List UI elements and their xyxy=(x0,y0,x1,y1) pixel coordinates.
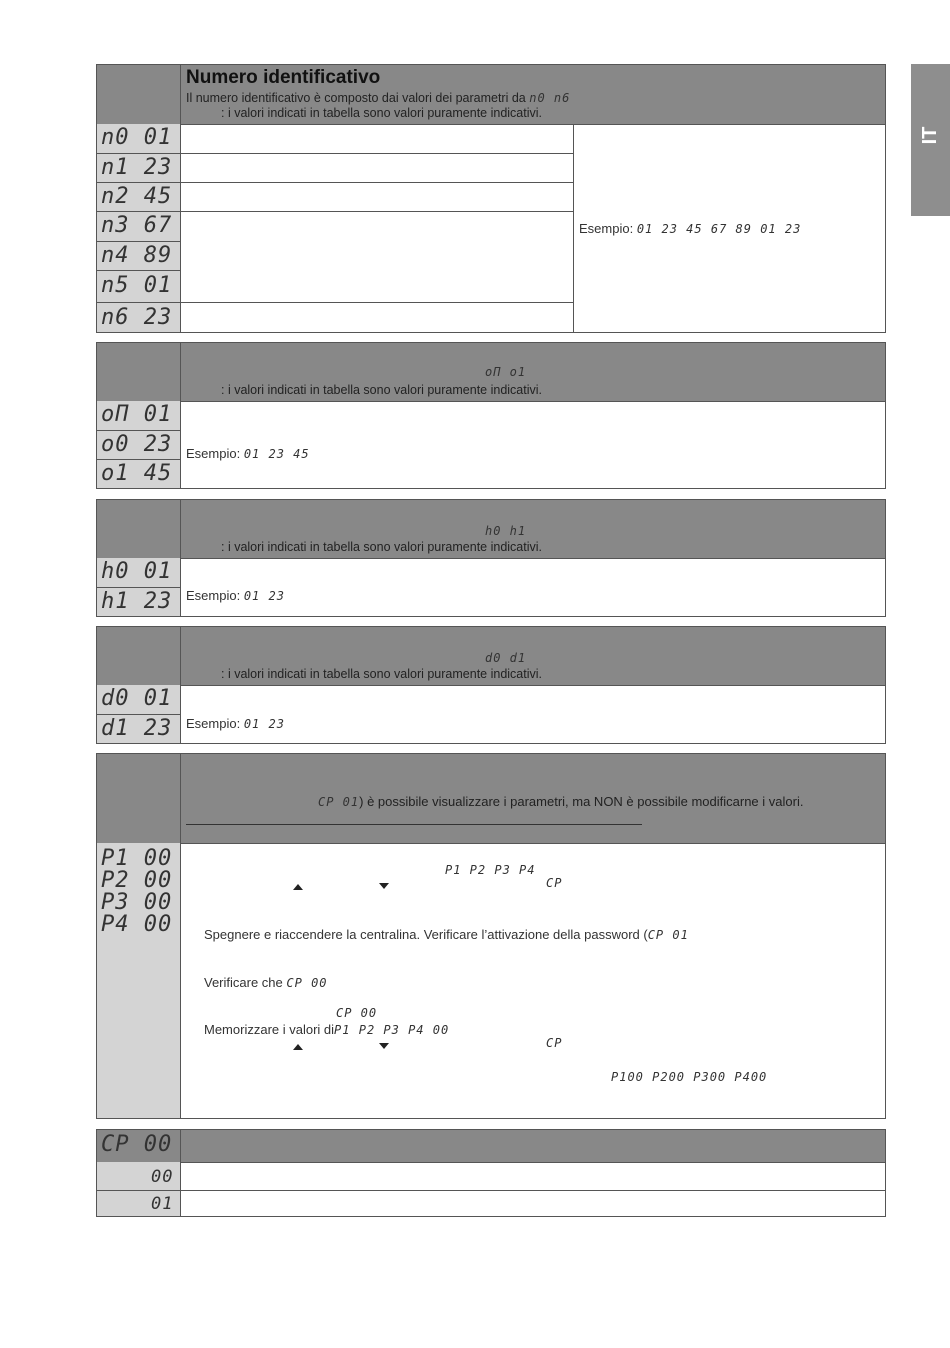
param-d1: d1 23 xyxy=(101,716,173,741)
example-value: 01 23 xyxy=(243,589,285,603)
header-line-1-text: Il numero identificativo è composto dai valori dei parametri da xyxy=(186,91,526,105)
step-restart xyxy=(204,927,689,943)
d-params-table xyxy=(96,626,886,744)
step-cp00: CP 00 xyxy=(336,1006,378,1020)
param-range: d0 d1 xyxy=(485,651,527,665)
cp-code: CP 01 xyxy=(318,795,360,809)
step-restart-code: CP 01 xyxy=(647,928,689,942)
param-o0: o0 23 xyxy=(101,432,173,457)
header-rule xyxy=(186,824,642,825)
example xyxy=(186,588,285,604)
step-memo-codes: P1 P2 P3 P4 00 xyxy=(334,1023,450,1037)
param-range: h0 h1 xyxy=(485,524,527,538)
arrow-up-icon xyxy=(293,884,303,890)
row1-codes: P1 P2 P3 P4 xyxy=(445,863,536,877)
param-h0: h0 01 xyxy=(101,559,173,584)
language-tab-label: IT xyxy=(919,126,941,145)
row1-cp: CP xyxy=(546,876,563,890)
example-label: Esempio: xyxy=(579,221,634,236)
table-header xyxy=(97,1130,885,1163)
header-line-2: : i valori indicati in tabella sono valori puramente indicativi. xyxy=(221,383,542,397)
step-verify-text: Verificare che xyxy=(204,975,283,990)
header-line-2: : i valori indicati in tabella sono valori puramente indicativi. xyxy=(221,540,542,554)
param-n6: n6 23 xyxy=(101,305,173,330)
param-n0: n0 01 xyxy=(101,125,173,150)
step-verify xyxy=(204,975,328,991)
param-p1: P1 00 xyxy=(101,846,173,871)
example-label: Esempio: xyxy=(186,716,241,731)
param-p2: P2 00 xyxy=(101,868,173,893)
final-codes: P100 P200 P300 P400 xyxy=(611,1070,768,1084)
language-tab xyxy=(911,64,950,216)
example-label: Esempio: xyxy=(186,446,241,461)
header-line-1 xyxy=(186,91,570,105)
cp-row-01: 01 xyxy=(151,1194,174,1214)
step-memo xyxy=(204,1022,449,1038)
example-label: Esempio: xyxy=(186,588,241,603)
identification-number-table xyxy=(96,64,886,333)
step-memo-cp: CP xyxy=(546,1036,563,1050)
param-d0: d0 01 xyxy=(101,686,173,711)
o-params-table xyxy=(96,342,886,489)
cp-header-code: CP 00 xyxy=(101,1132,173,1157)
step-memo-text: Memorizzare i valori di xyxy=(204,1022,335,1037)
arrow-up-icon xyxy=(293,1044,303,1050)
example xyxy=(186,716,285,732)
example xyxy=(186,446,310,462)
header-line-2: : i valori indicati in tabella sono valori puramente indicativi. xyxy=(221,106,542,120)
param-n4: n4 89 xyxy=(101,243,173,268)
step-restart-text: Spegnere e riaccendere la centralina. Verificare l’attivazione della password ( xyxy=(204,927,648,942)
param-n1: n1 23 xyxy=(101,155,173,180)
section-title: Numero identificativo xyxy=(186,67,381,88)
param-range: oΠ o1 xyxy=(485,365,527,379)
param-n2: n2 45 xyxy=(101,184,173,209)
cp-row-00: 00 xyxy=(151,1167,174,1187)
param-p3: P3 00 xyxy=(101,890,173,915)
header-text-body: ) è possibile visualizzare i parametri, ma NON è possibile modificarne i valori. xyxy=(359,794,804,809)
arrow-down-icon xyxy=(379,883,389,889)
example-value: 01 23 45 xyxy=(243,447,310,461)
param-range: n0 n6 xyxy=(529,91,571,105)
param-n5: n5 01 xyxy=(101,273,173,298)
password-table xyxy=(96,753,886,1119)
example xyxy=(579,221,801,237)
cp-table xyxy=(96,1129,886,1217)
example-value: 01 23 45 67 89 01 23 xyxy=(636,222,802,236)
header-text xyxy=(318,795,803,809)
h-params-table xyxy=(96,499,886,617)
param-p4: P4 00 xyxy=(101,912,173,937)
param-h1: h1 23 xyxy=(101,589,173,614)
param-n3: n3 67 xyxy=(101,213,173,238)
step-verify-code: CP 00 xyxy=(286,976,328,990)
example-value: 01 23 xyxy=(243,717,285,731)
param-o1: o1 45 xyxy=(101,461,173,486)
param-o-pi: oΠ 01 xyxy=(101,402,173,427)
header-line-2: : i valori indicati in tabella sono valori puramente indicativi. xyxy=(221,667,542,681)
arrow-down-icon xyxy=(379,1043,389,1049)
